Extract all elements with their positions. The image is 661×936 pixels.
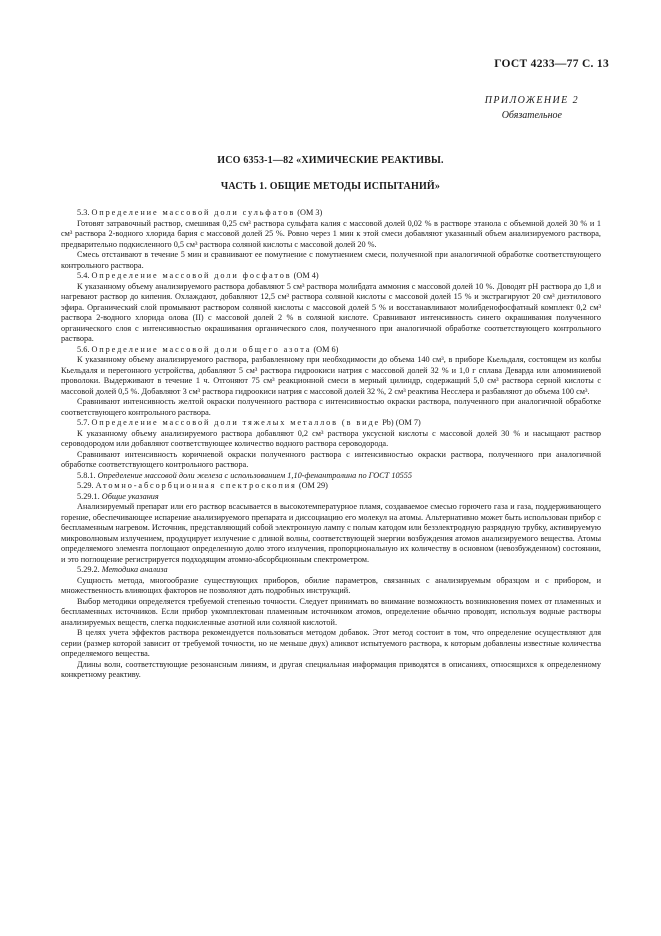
body-text <box>61 208 601 681</box>
appendix-title: ПРИЛОЖЕНИЕ 2 <box>484 95 579 106</box>
section-5-29-1-heading: 5.29.1. Общие указания <box>77 491 159 501</box>
section-5-3-heading: 5.3. Определение массовой доли сульфатов (ОМ 3) <box>77 208 323 217</box>
section-5-8-1-heading: 5.8.1. Определение массовой доли железа с использованием 1,10-фенантролина по ГОСТ 10555 <box>77 470 412 480</box>
section-5-6-heading: 5.6. Определение массовой доли общего азота (ОМ 6) <box>77 344 339 354</box>
paragraph: Длины волн, соответствующие резонансным линиям, и другая специальная информация приводятся в описаниях, относящихся к определенному конкретному реактиву. <box>61 659 601 679</box>
paragraph: Смесь отстаивают в течение 5 мин и сравнивают ее помутнение с помутнением смеси, полученной при аналогичной обработке соответствующего контрольного раствора. <box>61 250 601 270</box>
paragraph: Сравнивают интенсивность желтой окраски полученного раствора с интенсивностью окраски раствора, полученного при аналогичной обработке соответствующего контрольного раствора. <box>61 397 601 417</box>
paragraph: В целях учета эффектов раствора рекомендуется пользоваться методом добавок. Этот метод состоит в том, что определение осуществляют для серии (размер которой зависит от требуемой точности, но не меньше двух) аликвот испытуемого раствора, к которым добавлены известные количества определяемого вещества. <box>61 628 601 658</box>
paragraph: Готовят затравочный раствор, смешивая 0,25 см³ раствора сульфата калия с массовой долей 0,02 % в растворе этанола с объемной долей 30 % и 1 см³ раствора 2-водного хлорида бария с массовой долей 25 %. Ровно через 1 мин к этой смеси добавляют указанный объем анализируемого раствора, предварительно подкисленного 0,5 см³ раствора соляной кислоты с массовой долей 20 %. <box>61 218 601 249</box>
section-5-29-2-heading: 5.29.2. Методика анализа <box>77 565 168 574</box>
paragraph: К указанному объему анализируемого раствора, разбавленному при необходимости до объема 140 см³, в приборе Кьельдаля, состоящем из колбы Кьельдаля и перегонного устройства, добавляют 5 см³ раствора гидроокиси натрия с массовой долей 32 % и 1,0 г сплава Деварда или алюминиевой проволоки. Выдерживают в течение 1 ч. Отгоняют 75 см³ реакционной смеси в мерный цилиндр, содержащий 5,0 см³ раствора серной кислоты с массовой долей 0,5 %. Добавляют 3 см³ раствора гидроокиси натрия с массовой долей 32 %, 2 см³ реактива Несслера и разбавляют до объема 100 см³. <box>61 355 601 396</box>
paragraph: Сравнивают интенсивность коричневой окраски полученного раствора с интенсивностью окраски раствора, полученного при аналогичной обработке соответствующего контрольного раствора. <box>61 449 601 469</box>
section-5-29-heading: 5.29. Атомно-абсорбционная спектроскопия (ОМ 29) <box>77 481 328 490</box>
document-title-line-2: ЧАСТЬ 1. ОБЩИЕ МЕТОДЫ ИСПЫТАНИЙ» <box>220 181 441 192</box>
appendix-subtitle: Обязательное <box>501 110 562 121</box>
paragraph: Сущность метода, многообразие существующих приборов, обилие параметров, связанных с анализируемым образцом и с прибором, и множественность влияющих факторов не позволяют дать подробных инструкций. <box>61 575 601 595</box>
section-5-4-heading: 5.4. Определение массовой доли фосфатов (ОМ 4) <box>77 271 319 280</box>
page-header: ГОСТ 4233—77 С. 13 <box>494 58 609 70</box>
document-title-line-1: ИСО 6353-1—82 «ХИМИЧЕСКИЕ РЕАКТИВЫ. <box>217 155 444 166</box>
paragraph: Выбор методики определяется требуемой степенью точности. Следует принимать во внимание возможность возникновения помех от пламенных и беспламенных источников. Если прибор укомплектован пламенным источником атомов, определение обычно проводят, используя водные растворы анализируемых веществ, слегка подкисленные азотной или соляной кислотой. <box>61 596 601 627</box>
paragraph: Анализируемый препарат или его раствор всасывается в высокотемпературное пламя, создаваемое смесью горючего газа и газа, поддерживающего горение, обеспечивающее испарение анализируемого препарата и диссоциацию его молекул на атомы. Альтернативно может быть использован прибор с беспламенным нагревом. Источник, представляющий собой электронную лампу с полым катодом или безэлектродную разрядную трубку, активируемую микроволновым излучением, продуцирует излучение с длиной волны, соответствующей энергии возбуждения атомов анализируемого вещества. Атомы определяемого элемента поглощают определенную долю этого излучения, пропорциональную их количеству в основном (невозбужденном) состоянии, и это поглощение регистрируется подходящим атомно-абсорбционным спектрометром. <box>61 502 601 564</box>
appendix-label <box>485 93 579 123</box>
section-5-7-heading: 5.7. Определение массовой доли тяжелых металлов (в виде Pb) (ОМ 7) <box>77 418 421 427</box>
paragraph: К указанному объему анализируемого раствора добавляют 5 см³ раствора молибдата аммония с массовой долей 10 %. Доводят pH раствора до 1,8 и нагревают раствор до кипения. Охлаждают, добавляют 12,5 см³ раствора соляной кислоты с массовой долей 15 % и экстрагируют 20 см³ диэтилового эфира. Органический слой промывают раствором соляной кислоты с массовой долей 5 % и восстанавливают молибденофосфатный комплект 0,2 см³ раствора 2-водного хлорида олова (II) с массовой долей 2 % в соляной кислоте. Сравнивают интенсивность синего окрашивания полученного органического слоя с интенсивностью окрашивания органического слоя, полученного при аналогичной обработке соответствующего контрольного раствора. <box>61 281 601 343</box>
paragraph: К указанному объему анализируемого раствора добавляют 0,2 см³ раствора уксусной кислоты с массовой долей 30 % и насыщают раствор сероводородом или добавляют соответствующее количество водного раствора сероводорода. <box>61 428 601 448</box>
